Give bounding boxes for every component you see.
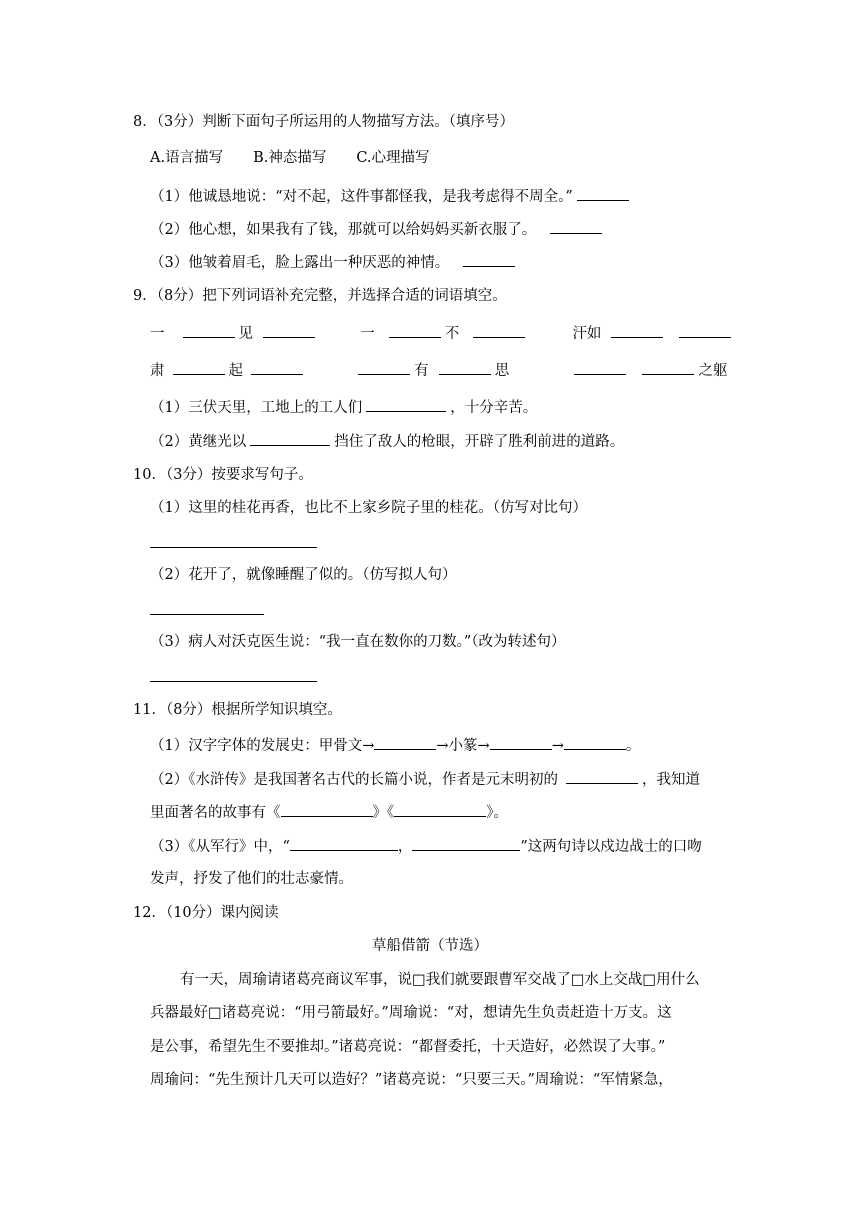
answer-blank[interactable] xyxy=(577,185,629,201)
answer-blank[interactable] xyxy=(566,768,638,784)
sentence-text: （1）汉字字体的发展史：甲骨文→ xyxy=(150,738,375,754)
answer-blank[interactable] xyxy=(358,359,410,375)
sentence-text: ，十分辛苦。 xyxy=(450,400,538,416)
sentence-text: →小篆→ xyxy=(436,738,490,754)
answer-blank[interactable] xyxy=(389,322,441,338)
q9-sentence-2 xyxy=(150,430,624,452)
answer-blank[interactable] xyxy=(374,734,436,750)
q10-item-2: （2）花开了，就像睡醒了似的。（仿写拟人句） xyxy=(150,567,457,583)
q10-item-3: （3）病人对沃克医生说：“我一直在数你的刀数。”（改为转述句） xyxy=(150,634,566,650)
answer-blank[interactable] xyxy=(463,251,515,267)
answer-blank[interactable] xyxy=(394,801,486,817)
answer-blank[interactable] xyxy=(183,322,235,338)
option-b: B.神态描写 xyxy=(253,150,327,166)
q11-line-2 xyxy=(150,768,700,790)
q9-word-row-1 xyxy=(150,322,735,344)
answer-line[interactable] xyxy=(150,680,317,682)
word-char: 见 xyxy=(238,326,253,342)
q11-line-1 xyxy=(150,734,640,756)
answer-blank[interactable] xyxy=(490,734,552,750)
answer-blank[interactable] xyxy=(412,835,520,851)
sentence-text: ， xyxy=(397,839,413,855)
option-c: C.心理描写 xyxy=(356,150,430,166)
q8-item-2 xyxy=(150,218,606,240)
q11-line-5: 发声，抒发了他们的壮志豪情。 xyxy=(150,871,353,887)
sentence-text: 》。 xyxy=(486,805,508,821)
q8-item-1-text: （1）他诚恳地说：“对不起，这件事都怪我，是我考虑得不周全。” xyxy=(150,189,573,205)
q11-line-4 xyxy=(150,835,702,857)
answer-blank[interactable] xyxy=(439,359,491,375)
word-char: 有 xyxy=(414,363,429,379)
answer-blank[interactable] xyxy=(251,359,303,375)
passage-line: 周瑜问：“先生预计几天可以造好？”诸葛亮说：“只要三天。”周瑜说：“军情紧急， xyxy=(150,1072,673,1088)
q8-options xyxy=(150,148,430,168)
sentence-text: 》《 xyxy=(372,805,395,821)
sentence-text: 挡住了敌人的枪眼，开辟了胜利前进的道路。 xyxy=(334,434,625,450)
answer-blank[interactable] xyxy=(642,359,694,375)
answer-blank[interactable] xyxy=(574,359,626,375)
word-char: 肃 xyxy=(150,363,165,379)
word-char: 不 xyxy=(444,326,460,342)
sentence-text: （1）三伏天里，工地上的工人们 xyxy=(150,400,363,416)
passage-title: 草船借箭（节选） xyxy=(372,938,488,954)
passage-line: 有一天，周瑜请诸葛亮商议军事，说□我们就要跟曹军交战了□水上交战□用什么 xyxy=(180,972,700,988)
word-char: 汗如 xyxy=(572,326,602,342)
q10-item-1: （1）这里的桂花再香，也比不上家乡院子里的桂花。（仿写对比句） xyxy=(150,500,587,516)
q9-heading: 9．（8分）把下列词语补充完整，并选择合适的词语填空。 xyxy=(133,288,507,304)
answer-blank[interactable] xyxy=(564,734,626,750)
sentence-text: （2）《水浒传》是我国著名古代的长篇小说，作者是元末明初的 xyxy=(150,772,558,788)
q8-item-2-text: （2）他心想，如果我有了钱，那就可以给妈妈买新衣服了。 xyxy=(150,222,537,238)
q12-heading: 12．（10分）课内阅读 xyxy=(133,905,279,921)
q11-heading: 11．（8分）根据所学知识填空。 xyxy=(133,702,342,718)
q11-line-3 xyxy=(150,801,508,823)
answer-blank[interactable] xyxy=(281,801,373,817)
q8-heading: 8．（3分）判断下面句子所运用的人物描写方法。（填序号） xyxy=(133,114,514,130)
sentence-text: ，我知道 xyxy=(641,772,700,788)
passage-line: 兵器最好□诸葛亮说：“用弓箭最好。”周瑜说：“对，想请先生负责赶造十万支。这 xyxy=(150,1005,672,1021)
q8-item-1 xyxy=(150,185,633,207)
word-char: 思 xyxy=(494,363,510,379)
answer-blank[interactable] xyxy=(473,322,525,338)
sentence-text: → xyxy=(551,738,564,754)
q8-item-3 xyxy=(150,251,519,273)
sentence-text: （3）《从军行》中，“ xyxy=(150,839,290,855)
word-char: 一 xyxy=(150,326,165,342)
answer-blank[interactable] xyxy=(550,218,602,234)
answer-blank[interactable] xyxy=(290,835,398,851)
word-char: 起 xyxy=(228,363,243,379)
passage-line: 是公事，希望先生不要推却。”诸葛亮说：“都督委托，十天造好，必然误了大事。” xyxy=(150,1039,666,1055)
answer-blank[interactable] xyxy=(679,322,731,338)
answer-blank[interactable] xyxy=(366,396,446,412)
answer-blank[interactable] xyxy=(263,322,315,338)
sentence-text: 里面著名的故事有《 xyxy=(150,805,281,821)
answer-blank[interactable] xyxy=(173,359,225,375)
sentence-text: （2）黄继光以 xyxy=(150,434,247,450)
word-char: 之躯 xyxy=(698,363,728,379)
answer-line[interactable] xyxy=(150,613,264,615)
q9-word-row-2 xyxy=(150,359,727,381)
option-a: A.语言描写 xyxy=(150,150,224,166)
sentence-text: ”这两句诗以戍边战士的口吻 xyxy=(520,839,702,855)
answer-blank[interactable] xyxy=(250,430,330,446)
word-char: 一 xyxy=(360,326,375,342)
q10-heading: 10．（3分）按要求写句子。 xyxy=(133,467,313,483)
answer-blank[interactable] xyxy=(611,322,663,338)
q9-sentence-1 xyxy=(150,396,537,418)
answer-line[interactable] xyxy=(150,546,317,548)
sentence-text: 。 xyxy=(625,738,641,754)
q8-item-3-text: （3）他皱着眉毛，脸上露出一种厌恶的神情。 xyxy=(150,255,450,271)
